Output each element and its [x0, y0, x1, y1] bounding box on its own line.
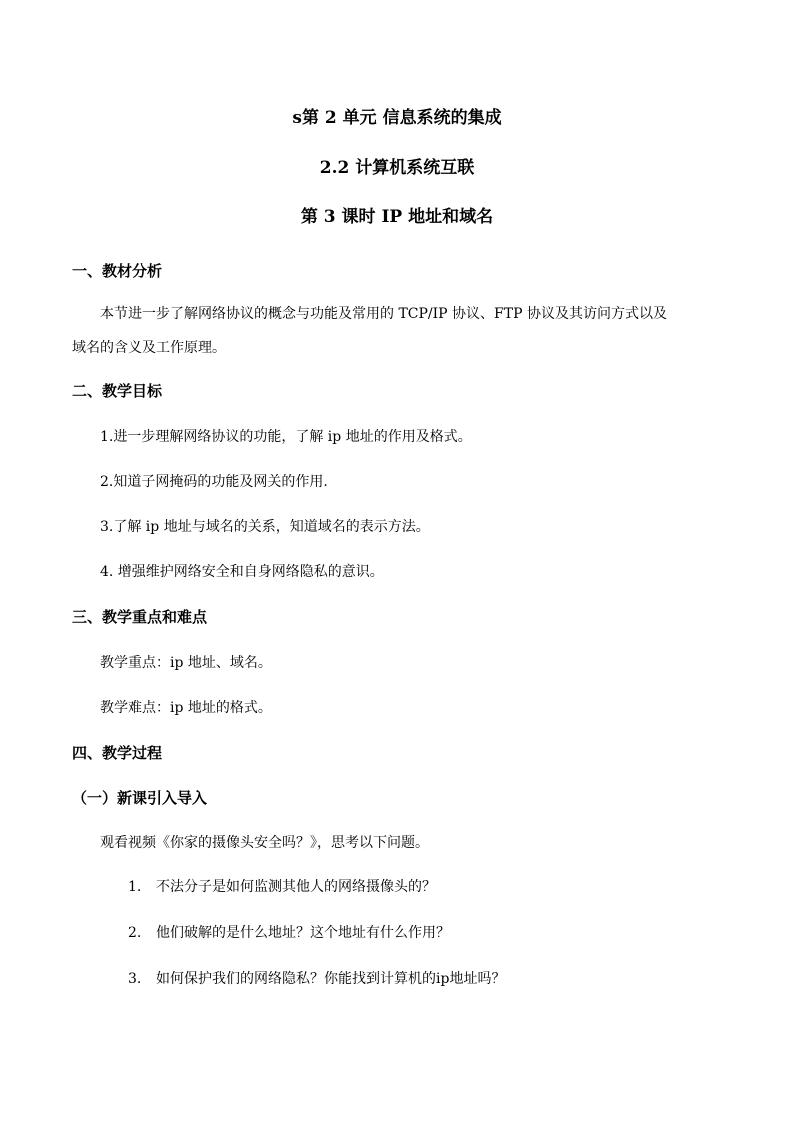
question-number: 2. [128, 925, 142, 941]
goal-item-3: 3.了解 ip 地址与域名的关系，知道域名的表示方法。 [100, 519, 430, 535]
question-number: 1. [128, 879, 142, 895]
question-number: 3. [128, 971, 142, 987]
analysis-paragraph-line-2: 域名的含义及工作原理。 [72, 340, 226, 356]
question-text: 如何保护我们的网络隐私？你能找到计算机的ip地址吗？ [156, 971, 506, 987]
question-text: 不法分子是如何监测其他人的网络摄像头的？ [156, 879, 436, 895]
process-intro: 观看视频《你家的摄像头安全吗？》，思考以下问题。 [100, 835, 429, 851]
unit-title: s第 2 单元 信息系统的集成 [292, 108, 502, 128]
question-text: 他们破解的是什么地址？这个地址有什么作用？ [156, 925, 450, 941]
section-title: 2.2 计算机系统互联 [319, 158, 475, 178]
question-item-1 [128, 880, 436, 894]
teaching-difficulty: 教学难点：ip 地址的格式。 [100, 700, 272, 716]
goal-item-4: 4. 增强维护网络安全和自身网络隐私的意识。 [100, 564, 384, 580]
question-item-2 [128, 926, 450, 940]
process-subheading: （一）新课引入导入 [72, 789, 208, 807]
goals-heading: 二、教学目标 [72, 382, 163, 400]
process-heading: 四、教学过程 [72, 744, 163, 762]
goal-item-2: 2.知道子网掩码的功能及网关的作用. [100, 474, 328, 490]
keypoints-heading: 三、教学重点和难点 [72, 608, 208, 626]
analysis-heading: 一、教材分析 [72, 262, 163, 280]
goal-item-1: 1.进一步理解网络协议的功能，了解 ip 地址的作用及格式。 [100, 429, 472, 445]
teaching-focus: 教学重点：ip 地址、域名。 [100, 655, 272, 671]
lesson-title: 第 3 课时 IP 地址和域名 [300, 207, 494, 227]
analysis-paragraph-line-1: 本节进一步了解网络协议的概念与功能及常用的 TCP/IP 协议、FTP 协议及其访问方式以及 [100, 306, 667, 322]
question-item-3 [128, 972, 505, 986]
